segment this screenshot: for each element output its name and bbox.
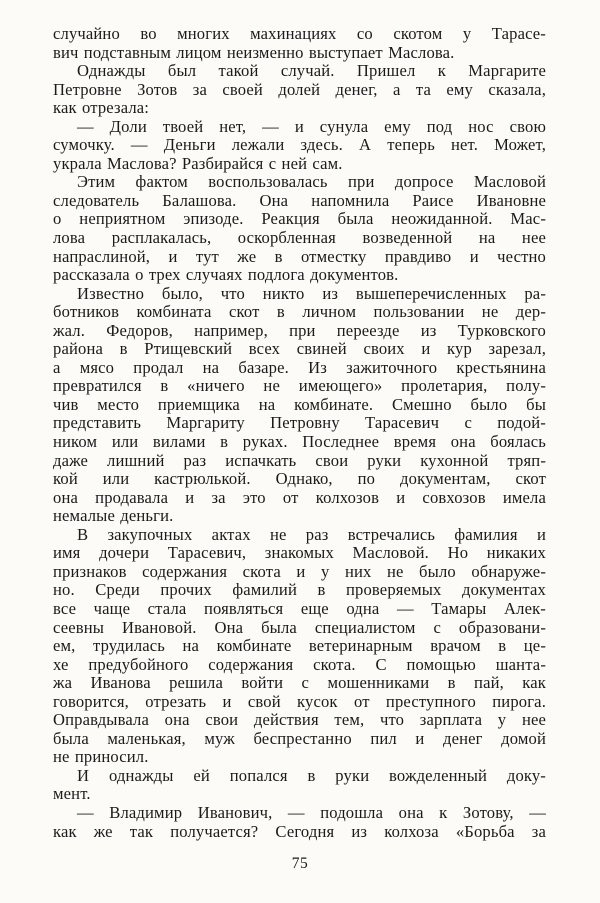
page-number: 75 (291, 855, 309, 872)
text-line: как же так получается? Сегодня из колхоза «Борьба за (53, 821, 546, 841)
text-line: она продавала и за это от колхозов и совхозов имела (53, 487, 546, 507)
text-line: ником или вилами в руках. Последнее время она боялась (53, 432, 546, 452)
text-line: как отрезала: (53, 98, 150, 118)
text-line: И однажды ей попался в руки вожделенный доку- (77, 765, 546, 785)
text-line: Этим фактом воспользовалась при допросе Масловой (77, 172, 546, 192)
text-line: была маленькая, муж беспрестанно пил и денег домой (53, 728, 546, 748)
text-line: сеевны Ивановой. Она была специалистом с образовани- (53, 617, 546, 637)
text-line: представить Маргариту Петровну Тарасевич с подой- (53, 413, 546, 433)
text-line: случайно во многих махинациях со скотом у Тарасе- (53, 24, 546, 43)
text-line: — Доли твоей нет, — и сунула ему под нос свою (77, 116, 546, 136)
text-line: немалые деньги. (53, 506, 174, 526)
text-line: В закупочных актах не раз встречались фамилия и (77, 524, 546, 544)
text-line: не приносил. (53, 747, 149, 767)
text-line: жал. Федоров, например, при переезде из Турковского (53, 320, 546, 340)
text-line: о неприятном эпизоде. Реакция была неожиданной. Мас- (53, 209, 546, 229)
text-line: но. Среди прочих фамилий в проверяемых документах (53, 580, 546, 600)
text-line: чив место приемщика на комбинате. Смешно было бы (53, 394, 546, 414)
text-line: мент. (53, 784, 91, 804)
text-line: жа Иванова решила войти с мошенниками в пай, как (53, 673, 546, 693)
text-line: напраслиной, и тут же в отместку правдиво и честно (53, 246, 546, 266)
text-line: говорится, отрезать и свой кусок от преступного пирога. (53, 691, 546, 711)
text-line: хе предубойного содержания скота. С помощью шанта- (53, 654, 546, 674)
text-line: имя дочери Тарасевич, знакомых Масловой. Но никаких (53, 543, 546, 563)
text-line: рассказала о трех случаях подлога документов. (53, 265, 399, 285)
text-line: кой или кастрюлькой. Однако, по документам, скот (53, 469, 546, 489)
text-line: Петровне Зотов за своей долей денег, а та ему сказала, (53, 79, 546, 99)
text-line: ботников комбината скот в личном пользовании не дер- (53, 302, 546, 322)
text-line: а мясо продал на базаре. Из зажиточного крестьянина (53, 357, 546, 377)
text-line: — Владимир Иванович, — подошла она к Зотову, — (77, 802, 546, 822)
text-line: даже лишний раз испачкать свои руки кухонной тряп- (53, 450, 546, 470)
text-line: вич подставным лицом неизменно выступает Маслова. (53, 42, 455, 62)
text-line: признаков содержания скота и у них не было обнаруже- (53, 561, 546, 581)
page-text (53, 25, 546, 841)
text-line: лова расплакалась, оскорбленная возведенной на нее (53, 228, 546, 248)
text-line: Однажды был такой случай. Пришел к Маргарите (77, 61, 546, 81)
text-line: все чаще стала появляться еще одна — Тамары Алек- (53, 598, 546, 618)
text-line: украла Маслова? Разбирайся с ней сам. (53, 153, 343, 173)
text-line: превратился в «ничего не имеющего» пролетария, полу- (53, 376, 546, 396)
text-line: ем, трудилась на комбинате ветеринарным врачом в це- (53, 636, 546, 656)
text-line: Оправдывала она свои действия тем, что зарплата у нее (53, 710, 546, 730)
text-line: района в Ртищевский всех свиней своих и кур зарезал, (53, 339, 546, 359)
text-line: Известно было, что никто из вышеперечисленных ра- (77, 283, 546, 303)
text-line: следователь Балашова. Она напомнила Раисе Ивановне (53, 190, 546, 210)
text-line: сумочку. — Деньги лежали здесь. А теперь нет. Может, (53, 135, 546, 155)
